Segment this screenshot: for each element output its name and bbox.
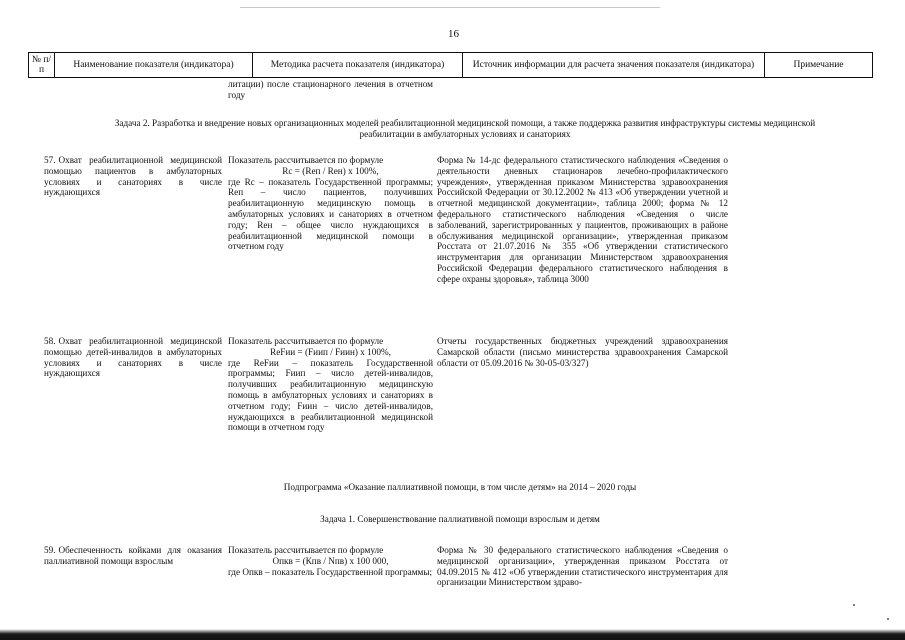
row57-num: 57. bbox=[44, 155, 56, 165]
row58-source: Отчеты государственных бюджетных учреждений здравоохранения Самарской области (письмо министерства здравоохранения Самарской области от 05.09.2016 № 30-05-03/327) bbox=[437, 336, 728, 368]
row58-num: 58. bbox=[44, 336, 56, 346]
row58-method-intro: Показатель рассчитывается по формуле bbox=[228, 336, 384, 346]
row59-num: 59. bbox=[44, 545, 56, 555]
row59-method-rest: где Опкв – показатель Государственной программы; bbox=[228, 566, 433, 577]
scan-speck bbox=[853, 604, 855, 606]
row57-indicator-text: Охват реабилитационной медицинской помощью пациентов в амбулаторных условиях и санаториях в числе нуждающихся bbox=[44, 155, 222, 198]
table-header bbox=[28, 52, 873, 78]
header-note: Примечание bbox=[793, 60, 844, 70]
row57-indicator bbox=[44, 155, 222, 198]
task2-heading: Задача 2. Разработка и внедрение новых организационных моделей реабилитационной медицинской помощи, а также поддержка развития инфраструктуры системы медицинской реабилитации в амбулаторных условиях и санаториях bbox=[114, 118, 816, 139]
row59-indicator-text: Обеспеченность койками для оказания паллиативной помощи взрослым bbox=[44, 545, 222, 566]
header-indicator: Наименование показателя (индикатора) bbox=[55, 53, 253, 77]
row57-method bbox=[228, 155, 433, 252]
header-method: Методика расчета показателя (индикатора) bbox=[253, 53, 463, 77]
header-num: № п/п bbox=[29, 53, 55, 77]
scan-speck bbox=[887, 618, 889, 620]
row59-formula: Опкв = (Кпв / Nпв) х 100 000, bbox=[272, 555, 389, 566]
scan-artifact-top bbox=[240, 7, 660, 8]
row58-method bbox=[228, 336, 433, 433]
row59-method bbox=[228, 545, 433, 577]
scan-artifact-bottom bbox=[0, 629, 905, 640]
row57-formula: Rс = (Rеп / Rен) х 100%, bbox=[282, 165, 379, 176]
row57-method-intro: Показатель рассчитывается по формуле bbox=[228, 155, 384, 165]
row58-formula: ReFии = (Fиип / Fиин) х 100%, bbox=[270, 346, 391, 357]
row59-source: Форма № 30 федерального статистического наблюдения «Сведения о медицинской организации», утвержденная приказом Росстата от 04.09.2015 № 412 «Об утверждении статистического инструментария для организации Министерством здраво- bbox=[437, 545, 728, 588]
row57-method-rest: где Rс – показатель Государственной программы; Rеп – число пациентов, получивших реабилитационную медицинскую помощь в амбулаторных условиях и санаториях в отчетном году; Rен – общее число нуждающихся в реабилитационной медицинской помощи в отчетном году bbox=[228, 176, 433, 252]
row57-source: Форма № 14-дс федерального статистического наблюдения «Сведения о деятельности дневных стационаров лечебно-профилактического учреждения», утвержденная приказом Министерства здравоохранения Российской Федерации от 30.12.2002 № 413 «Об утверждении учетной и отчетной медицинской документации», таблица 2000; форма № 12 федерального статистического наблюдения «Сведения о числе заболеваний, зарегистрированных у пациентов, проживающих в районе обслуживания медицинской организации», утвержденная приказом Росстата от 21.07.2016 № 355 «Об утверждении статистического инструментария для организации Министерством здравоохранения Российской Федерации федерального статистического наблюдения в сфере охраны здоровья», таблица 3000 bbox=[437, 155, 728, 284]
header-source: Источник информации для расчета значения показателя (индикатора) bbox=[463, 53, 765, 77]
row59-indicator bbox=[44, 545, 222, 567]
continuation-text: литации) после стационарного лечения в отчетном году bbox=[228, 79, 433, 100]
subprogram-heading: Подпрограмма «Оказание паллиативной помощи, в том числе детям» на 2014 – 2020 годы bbox=[283, 482, 637, 492]
row58-method-rest: где ReFии – показатель Государственной программы; Fиип – число детей-инвалидов, получивших реабилитационную медицинскую помощь в амбулаторных условиях и санаториях в отчетном году; Fиин – число детей-инвалидов, нуждающихся в реабилитационной медицинской помощи в отчетном году bbox=[228, 357, 433, 433]
task1-heading: Задача 1. Совершенствование паллиативной помощи взрослым и детям bbox=[320, 514, 600, 524]
row58-indicator-text: Охват реабилитационной медицинской помощью детей-инвалидов в амбулаторных условиях и санаториях в числе нуждающихся bbox=[44, 336, 222, 379]
page-number: 16 bbox=[448, 28, 459, 40]
row59-method-intro: Показатель рассчитывается по формуле bbox=[228, 545, 384, 555]
row58-indicator bbox=[44, 336, 222, 379]
